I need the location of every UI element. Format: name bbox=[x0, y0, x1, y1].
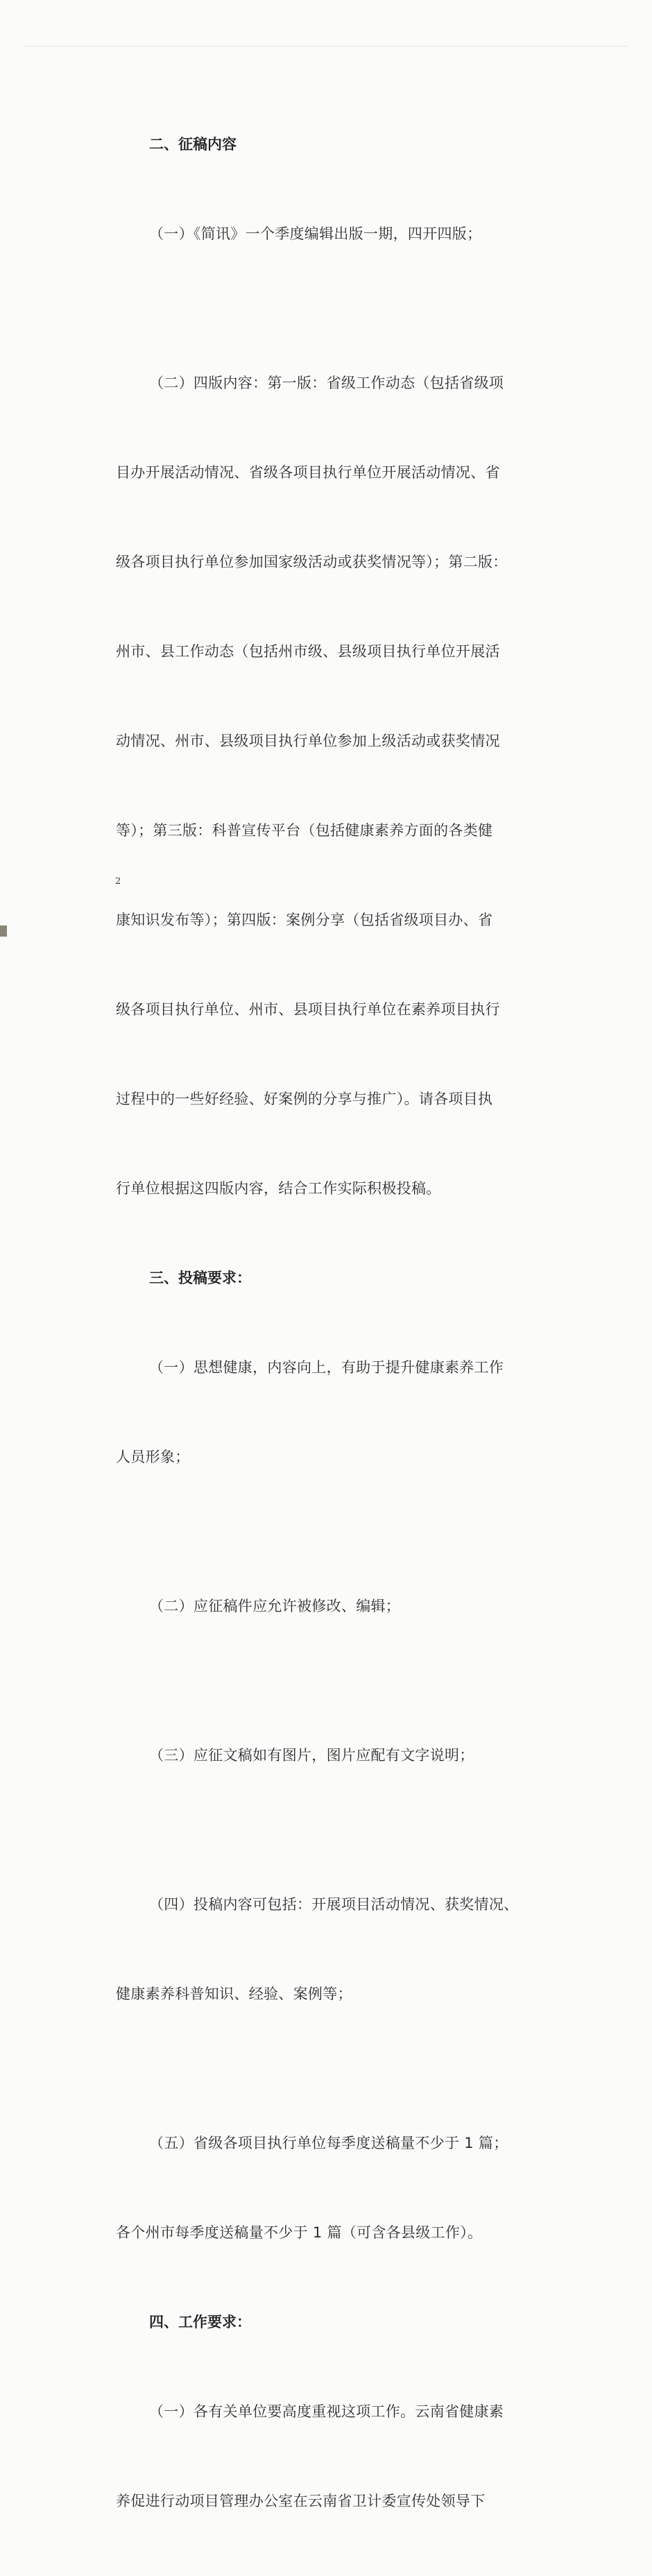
paragraph-2-2 bbox=[116, 1532, 560, 1681]
text-line: 行单位根据这四版内容，结合工作实际积极投稿。 bbox=[116, 1180, 441, 1197]
text-line: 康知识发布等）；第四版：案例分享（包括省级项目办、省 bbox=[116, 912, 493, 928]
paragraph-2-1 bbox=[116, 1293, 560, 1532]
text-line: （三）应征文稿如有图片，图片应配有文字说明； bbox=[149, 1747, 474, 1764]
paragraph-2-5 bbox=[116, 2069, 560, 2308]
paragraph-3-1 bbox=[116, 2337, 560, 2576]
scan-corner-mark bbox=[0, 926, 7, 937]
paragraph-1-2 bbox=[116, 309, 560, 1263]
text-line: 健康素养科普知识、经验、案例等； bbox=[116, 1986, 352, 2002]
text-line: 目办开展活动情况、省级各项目执行单位开展活动情况、省 bbox=[116, 464, 500, 481]
text-line: 养促进行动项目管理办公室在云南省卫计委宣传处领导下 bbox=[116, 2493, 486, 2509]
text-line: （一）各有关单位要高度重视这项工作。云南省健康素 bbox=[149, 2403, 504, 2420]
text-line: （一）《简讯》一个季度编辑出版一期，四开四版； bbox=[149, 225, 482, 242]
page-number: 2 bbox=[115, 876, 121, 887]
text-line: 州市、县工作动态（包括州市级、县级项目执行单位开展活 bbox=[116, 643, 500, 660]
text-line: 过程中的一些好经验、好案例的分享与推广）。请各项目执 bbox=[116, 1091, 493, 1107]
section-heading-submission-requirements: 三、投稿要求： bbox=[149, 1270, 251, 1286]
document-body bbox=[116, 130, 560, 2576]
section-heading-submission-content: 二、征稿内容 bbox=[149, 136, 237, 153]
section-heading-work-requirements: 四、工作要求： bbox=[149, 2314, 251, 2330]
text-line: 人员形象； bbox=[116, 1449, 190, 1465]
text-line: 级各项目执行单位、州市、县项目执行单位在素养项目执行 bbox=[116, 1001, 500, 1018]
paragraph-1-1 bbox=[116, 160, 560, 309]
text-line: （四）投稿内容可包括：开展项目活动情况、获奖情况、 bbox=[149, 1896, 519, 1913]
paragraph-2-4 bbox=[116, 1830, 560, 2069]
paragraph-2-3 bbox=[116, 1681, 560, 1830]
text-line: 动情况、州市、县级项目执行单位参加上级活动或获奖情况 bbox=[116, 733, 500, 749]
text-line: 各个州市每季度送稿量不少于 1 篇（可含各县级工作）。 bbox=[116, 2224, 483, 2241]
text-line: 等）；第三版：科普宣传平台（包括健康素养方面的各类健 bbox=[116, 822, 493, 839]
text-line: 级各项目执行单位参加国家级活动或获奖情况等）；第二版： bbox=[116, 554, 508, 570]
text-line: （二）应征稿件应允许被修改、编辑； bbox=[149, 1598, 401, 1614]
text-line: （五）省级各项目执行单位每季度送稿量不少于 1 篇； bbox=[149, 2135, 508, 2151]
text-line: （一）思想健康，内容向上，有助于提升健康素养工作 bbox=[149, 1359, 504, 1376]
text-line: （二）四版内容：第一版：省级工作动态（包括省级项 bbox=[149, 375, 504, 391]
